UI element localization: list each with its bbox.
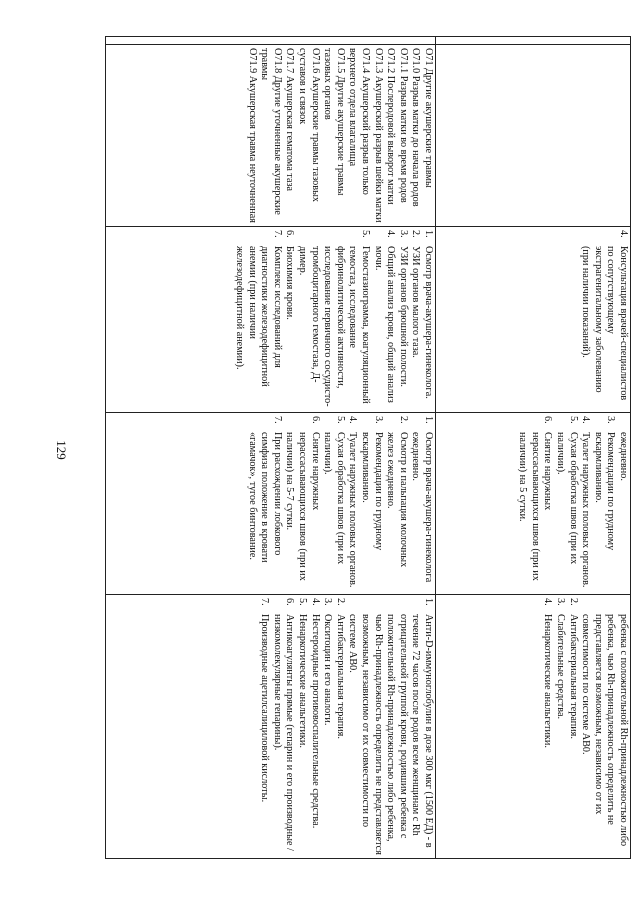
list-item [283, 230, 296, 409]
list-item-text: Анти-D-иммуноглобулин в дозе 300 мкг (1500 ЕД) - в течение 72 часов после родов всем женщинам с Rh отрицательной группой крови, родившим ребенка с положительной Rh-принадлежностью либо ребенка, чью Rh-принадлежность определить не представляется возможным, независимо от их совместимости по системе АВ0. [347, 614, 434, 855]
diagnosis-code: O71.9 Акушерская травма неуточненная [246, 48, 258, 223]
list-item-text: Осмотр и пальпация молочных желез ежедневно. [385, 432, 409, 568]
list-item [283, 416, 321, 591]
page-number: 129 [54, 440, 69, 460]
list-item-text: Рекомендации по грудному вскармливанию. [360, 432, 384, 551]
list-item-text: Ненаркотические анальгетики. [542, 614, 554, 748]
list-item [346, 416, 359, 591]
list-item [308, 598, 321, 855]
diagnosis-code: O71.1 Разрыв матки во время родов [397, 48, 409, 203]
list-item-text: Осмотр врача-акушера-гинеколога ежедневно. [410, 432, 434, 583]
list-item-number: 6. [309, 416, 321, 424]
table-cell-empty [436, 37, 631, 45]
table-cell-therapy [436, 595, 631, 859]
list-item [295, 230, 371, 409]
table-cell-diagnostics [106, 227, 436, 413]
list-item-number: 3. [322, 598, 334, 606]
list-item-number: 4. [618, 230, 629, 238]
list-item-number: 5. [297, 598, 309, 606]
list-item [579, 598, 629, 855]
list-item-number: 6. [284, 598, 296, 606]
list-item-text: Сухая обработка швов (при их наличии). [322, 432, 346, 565]
table-cell-diagnostics [436, 227, 631, 413]
diagnosis-code: O71.5 Другие акушерские травмы тазовых органов [322, 48, 346, 196]
list-item-number: 3. [397, 230, 409, 238]
list-item-text: Окситоцин и его аналоги. [322, 614, 334, 726]
list-item [245, 416, 283, 591]
list-item-text: Консультация врачей-специалистов по сопутствующему экстрагенитальному заболеванию (при наличии показаний). [580, 246, 629, 401]
list-item [516, 416, 554, 591]
list-item-text: Слабительные средства. [555, 614, 567, 720]
list-item-number: 6. [542, 416, 554, 424]
list-item-text: При расхождении лобкового симфиза положение в кровати «гамачок», тугое бинтование. [246, 432, 283, 563]
list-item-text: Биохимия крови. [284, 246, 296, 320]
list-item [358, 416, 383, 591]
list-item-text: УЗИ органов брюшной полости. [397, 246, 409, 387]
list-item-number: 2. [410, 230, 422, 238]
list-item [421, 230, 434, 409]
table-cell-care [436, 413, 631, 595]
table-cell-empty [106, 37, 436, 45]
list-item-text: Рекомендации по грудному вскармливанию. [592, 432, 617, 551]
list-item-text: Сухая обработка швов (при их наличии). [555, 432, 579, 565]
list-item-number: 3. [555, 598, 567, 606]
list-item [346, 598, 434, 855]
list-item-text: Комплекс исследований для диагностики железодефицитной анемии (при наличии железодефицитной анемии). [234, 246, 283, 387]
list-item [591, 416, 616, 591]
list-item [321, 416, 346, 591]
list-item [233, 230, 283, 409]
list-item [579, 416, 592, 591]
list-item-number: 7. [271, 416, 283, 424]
list-item [396, 230, 409, 409]
table-cell-diagnosis [436, 45, 631, 227]
table-cell-therapy [106, 595, 436, 859]
diagnosis-code: O71.7 Акушерская гематома таза [284, 48, 296, 192]
list-item-number: 4. [580, 416, 592, 424]
list-item [616, 416, 629, 591]
list-item-text: Снятие наружных нерассасывающихся швов (при их наличии) на 5 сутки. [517, 432, 554, 581]
list-item-number: 1. [423, 416, 434, 424]
rotated-table-container [106, 36, 631, 858]
list-item-text: Антибактериальная терапия. [334, 614, 346, 739]
diagnosis-code: O71.6 Акушерские травмы тазовых суставов и связок [297, 48, 321, 203]
list-item-text: Общий анализ крови, общий анализ мочи. [372, 246, 397, 403]
list-item-text: ежедневно. [618, 432, 629, 481]
list-item [321, 598, 334, 855]
list-item-number: 3. [372, 416, 384, 424]
list-item-number: 2. [397, 416, 409, 424]
list-item [566, 598, 579, 855]
diagnosis-code: O71 Другие акушерские травмы [423, 48, 434, 188]
list-item-text: Гемостазиограмма, коагуляционный гемостаз, исследование фибринолитической активности, исследование первичного сосудисто-тромбоцитарного гемостаза, Д-димер. [297, 246, 372, 407]
list-item-number: 5. [567, 416, 579, 424]
diagnosis-code: O71.2 Послеродовой выворот матки [385, 48, 397, 205]
list-item-text: Ненаркотические анальгетики. [297, 614, 309, 748]
diagnosis-code: O71.8 Другие уточненные акушерские травмы [259, 48, 283, 215]
table-row [106, 37, 436, 859]
list-item [270, 598, 295, 855]
treatment-table [105, 36, 631, 859]
table-cell-care [106, 413, 436, 595]
list-item-number: 6. [284, 230, 296, 238]
list-item-number: 2. [567, 598, 579, 606]
list-item [371, 230, 396, 409]
table-row [436, 37, 631, 859]
list-item-number: 4. [347, 416, 359, 424]
diagnosis-code: O71.3 Акушерский разрыв шейки матки [372, 48, 384, 223]
list-item [579, 230, 629, 409]
list-item-number: 5. [334, 416, 346, 424]
list-item-text: Туалет наружных половых органов. [580, 432, 592, 588]
list-item-text: Осмотр врача-акушера-гинеколога. [423, 246, 434, 399]
list-item [258, 598, 271, 855]
list-item-number: 4. [542, 598, 554, 606]
table-cell-diagnosis [106, 45, 436, 227]
list-item-number: 7. [259, 598, 271, 606]
diagnosis-code: O71.4 Акушерский разрыв только верхнего отдела влагалища [347, 48, 372, 195]
list-item-number: 3. [605, 416, 617, 424]
list-item-number: 5. [360, 230, 372, 238]
list-item-text: Антибактериальная терапия. [567, 614, 579, 739]
list-item [333, 598, 346, 855]
diagnosis-code: O71.0 Разрыв матки до начала родов [410, 48, 422, 207]
list-item-number: 7. [271, 230, 283, 238]
list-item-text: Снятие наружных нерассасывающихся швов (при их наличии) на 5-7 сутки. [284, 432, 321, 581]
list-item-number: 4. [385, 230, 397, 238]
list-item-number: 1. [423, 230, 434, 238]
list-item-text: УЗИ органов малого таза. [410, 246, 422, 358]
list-item-number: 4. [309, 598, 321, 606]
list-item [409, 230, 422, 409]
list-item-text: Нестероидные противовоспалительные средства. [309, 614, 321, 829]
list-item-text: Туалет наружных половых органов. [347, 432, 359, 588]
list-item [541, 598, 554, 855]
list-item-text: Производные ацетилсалициловой кислоты. [259, 614, 271, 803]
list-item-text: ребенка с положительной Rh-принадлежностью либо ребенка, чью Rh-принадлежность определить не представляется возможным, независимо от их совместимости по системе АВ0. [580, 614, 629, 847]
list-item [409, 416, 434, 591]
list-item-text: Антикоагулянты прямые (гепарин и его производные / низкомолекулярные гепарины). [271, 614, 296, 851]
list-item [553, 598, 566, 855]
list-item-number: 2. [334, 598, 346, 606]
list-item [295, 598, 308, 855]
list-item [384, 416, 409, 591]
list-item-number: 1. [423, 598, 434, 606]
list-item [553, 416, 578, 591]
